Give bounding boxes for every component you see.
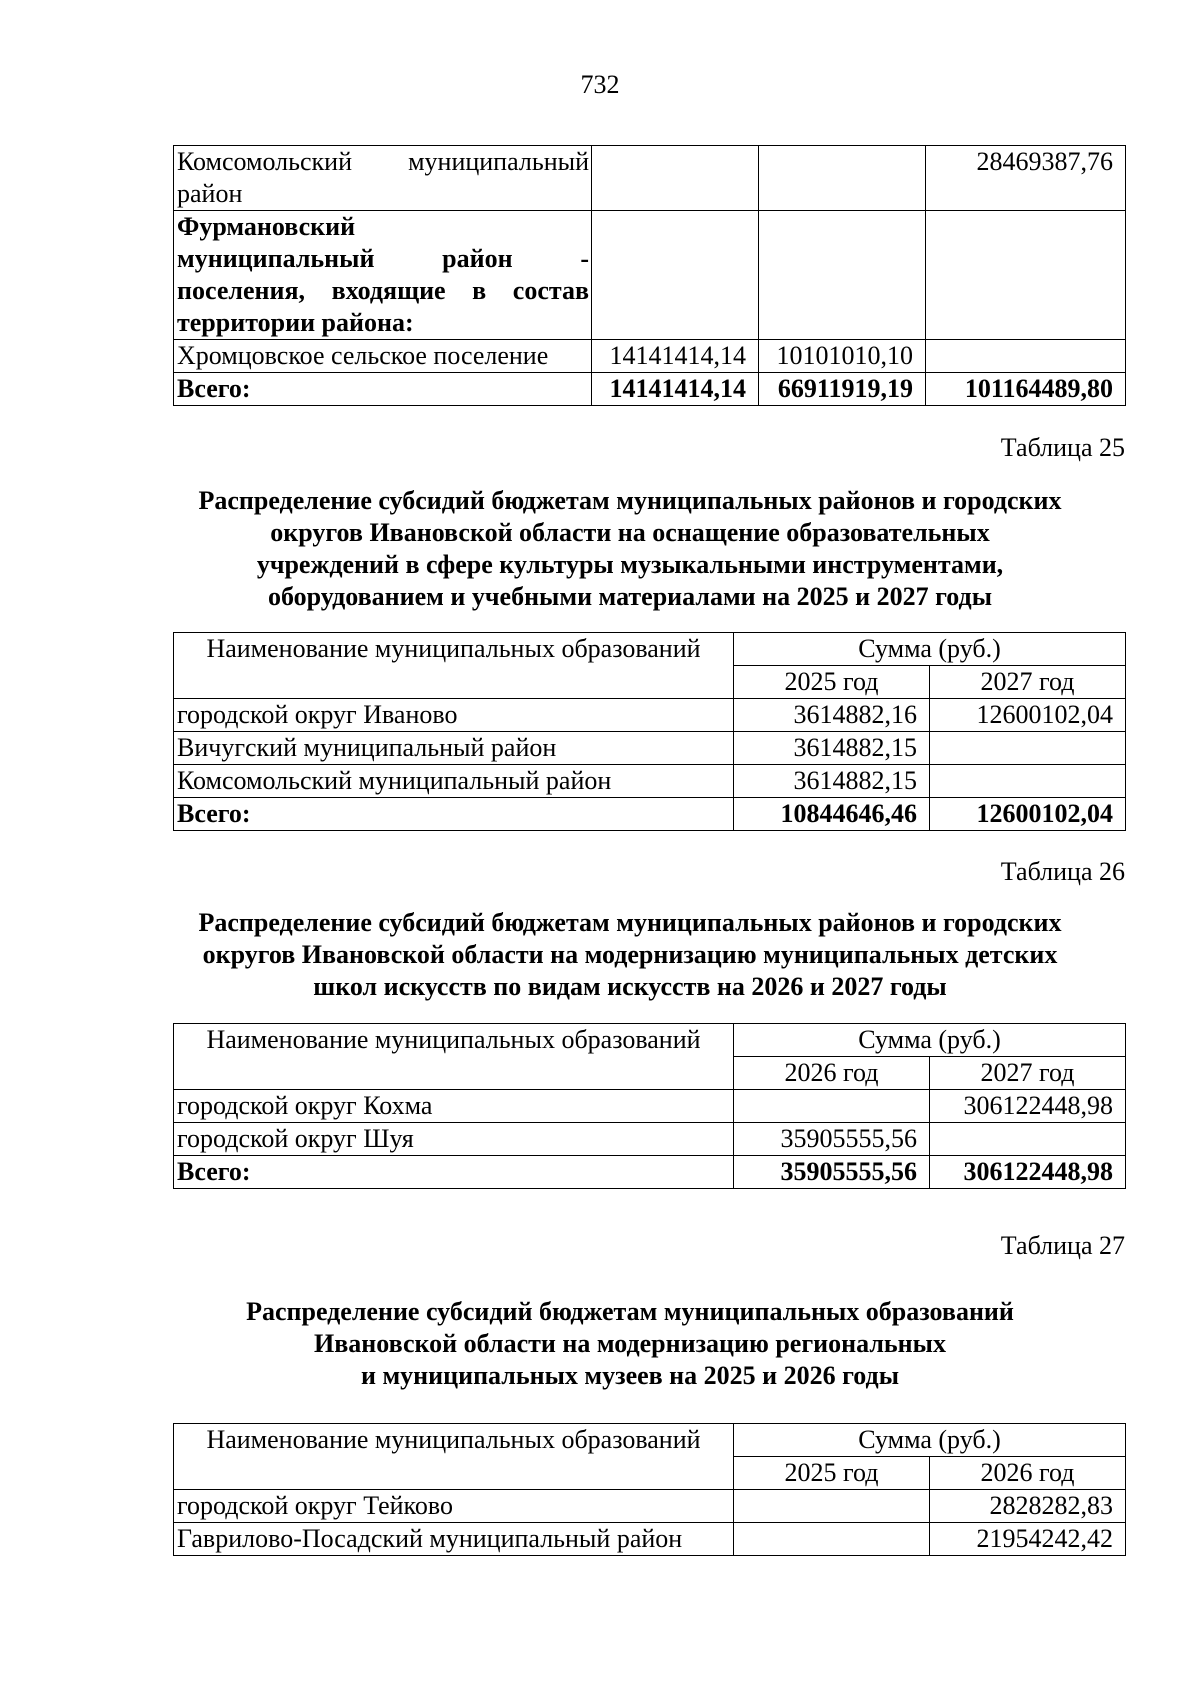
table-27 [173, 1423, 1126, 1556]
row-name: городской округ Тейково [174, 1490, 734, 1523]
cell-value: 35905555,56 [734, 1123, 930, 1156]
group-heading-line: муниципальный район - [177, 244, 589, 273]
total-value: 35905555,56 [734, 1156, 930, 1189]
table-row [174, 340, 1126, 373]
cell-value [592, 146, 759, 211]
cell-value [734, 1490, 930, 1523]
table-total-row [174, 1156, 1126, 1189]
cell-value: 3614882,15 [734, 732, 930, 765]
header-year: 2025 год [734, 1457, 930, 1490]
total-value: 101164489,80 [926, 373, 1126, 406]
table-title: Распределение субсидий бюджетам муниципальных районов и городских округов Ивановской области на модернизацию муниципальных детских школ искусств по видам искусств на 2026 и 2027 годы [198, 908, 1062, 1001]
header-sum: Сумма (руб.) [734, 1424, 1126, 1457]
header-year: 2026 год [930, 1457, 1126, 1490]
group-heading-line: поселения, входящие в состав [177, 276, 589, 305]
table-total-row [174, 798, 1126, 831]
total-label: Всего: [174, 798, 734, 831]
table-caption: Таблица 26 [1000, 857, 1125, 886]
row-name-line: район [177, 179, 243, 208]
total-value: 12600102,04 [930, 798, 1126, 831]
table-header-row [174, 1424, 1126, 1457]
total-label: Всего: [174, 373, 592, 406]
group-heading-line: территории района: [177, 308, 414, 337]
table-row [174, 1490, 1126, 1523]
table-row [174, 699, 1126, 732]
table-header-row [174, 1024, 1126, 1057]
cell-value [930, 765, 1126, 798]
cell-value [926, 340, 1126, 373]
total-value: 14141414,14 [592, 373, 759, 406]
row-name: Вичугский муниципальный район [174, 732, 734, 765]
table-title: Распределение субсидий бюджетам муниципальных образований Ивановской области на модернизацию региональных и муниципальных музеев на 2025 и 2026 годы [246, 1297, 1014, 1390]
page-number: 732 [580, 70, 620, 99]
cell-value: 14141414,14 [592, 340, 759, 373]
header-name: Наименование муниципальных образований [174, 633, 734, 699]
cell-value: 306122448,98 [930, 1090, 1126, 1123]
header-year: 2027 год [930, 1057, 1126, 1090]
cell-value: 21954242,42 [930, 1523, 1126, 1556]
header-year: 2025 год [734, 666, 930, 699]
header-name: Наименование муниципальных образований [174, 1424, 734, 1490]
table-row [174, 1123, 1126, 1156]
row-name: городской округ Кохма [174, 1090, 734, 1123]
table-25 [173, 632, 1126, 831]
row-name: городской округ Иваново [174, 699, 734, 732]
table-caption: Таблица 27 [1000, 1231, 1125, 1260]
group-heading-line: Фурмановский [177, 212, 356, 241]
table-total-row [174, 373, 1126, 406]
table-row [174, 1090, 1126, 1123]
table-caption: Таблица 25 [1000, 433, 1125, 462]
row-name [174, 146, 592, 211]
cell-value: 10101010,10 [759, 340, 926, 373]
cell-value: 3614882,16 [734, 699, 930, 732]
cell-value: 3614882,15 [734, 765, 930, 798]
table-title: Распределение субсидий бюджетам муниципальных районов и городских округов Ивановской области на оснащение образовательных учреждений в сфере культуры музыкальными инструментами, оборудованием и учебными материалами на 2025 и 2027 годы [198, 486, 1062, 611]
header-year: 2026 год [734, 1057, 930, 1090]
table-row [174, 146, 1126, 211]
cell-value [734, 1090, 930, 1123]
header-sum: Сумма (руб.) [734, 633, 1126, 666]
row-name: Хромцовское сельское поселение [174, 340, 592, 373]
table-26 [173, 1023, 1126, 1189]
table-row [174, 1523, 1126, 1556]
group-heading [174, 211, 592, 340]
cell-value: 12600102,04 [930, 699, 1126, 732]
row-name: Комсомольский муниципальный район [174, 765, 734, 798]
row-name: городской округ Шуя [174, 1123, 734, 1156]
header-name: Наименование муниципальных образований [174, 1024, 734, 1090]
header-sum: Сумма (руб.) [734, 1024, 1126, 1057]
cell-value [734, 1523, 930, 1556]
table-previous-continued [173, 145, 1126, 406]
cell-value: 2828282,83 [930, 1490, 1126, 1523]
cell-value [930, 732, 1126, 765]
row-name: Гаврилово-Посадский муниципальный район [174, 1523, 734, 1556]
row-name-line: Комсомольский муниципальный [177, 147, 589, 176]
table-row-group-heading [174, 211, 1126, 340]
total-label: Всего: [174, 1156, 734, 1189]
total-value: 306122448,98 [930, 1156, 1126, 1189]
header-year: 2027 год [930, 666, 1126, 699]
cell-value [759, 146, 926, 211]
table-header-row [174, 633, 1126, 666]
cell-value: 28469387,76 [926, 146, 1126, 211]
total-value: 66911919,19 [759, 373, 926, 406]
total-value: 10844646,46 [734, 798, 930, 831]
table-row [174, 732, 1126, 765]
table-row [174, 765, 1126, 798]
cell-value [930, 1123, 1126, 1156]
